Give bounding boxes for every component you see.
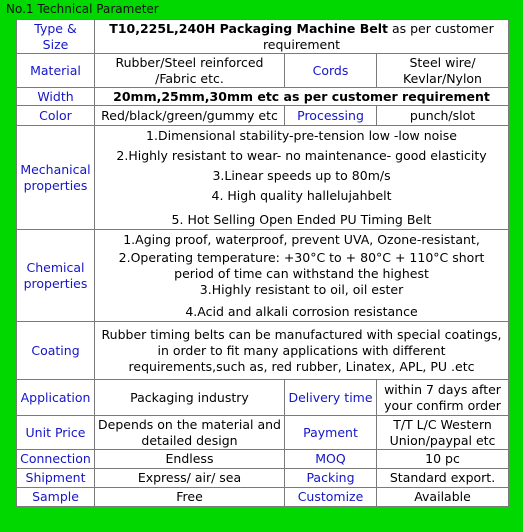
table-row	[17, 126, 509, 230]
mechanical-label: Mechanical properties	[17, 126, 95, 230]
shipment-value: Express/ air/ sea	[95, 469, 285, 488]
table-row	[17, 230, 509, 322]
customize-label: Customize	[285, 488, 377, 507]
type-size-bold: T10,225L,240H Packaging Machine Belt	[109, 20, 388, 36]
type-size-value	[95, 20, 509, 54]
cords-label: Cords	[285, 54, 377, 88]
delivery-time-value: within 7 days after your confirm order	[377, 380, 509, 416]
table-row	[17, 20, 509, 54]
page-title: No.1 Technical Parameter	[6, 2, 159, 16]
unit-price-value: Depends on the material and detailed design	[95, 416, 285, 450]
type-size-plain: as per customer requirement	[262, 20, 494, 52]
chemical-line-3: 3.Highly resistant to oil, oil ester	[199, 281, 404, 297]
payment-label: Payment	[285, 416, 377, 450]
spec-table	[16, 19, 509, 507]
connection-label: Connection	[17, 450, 95, 469]
table-row	[17, 450, 509, 469]
chemical-line-2: 2.Operating temperature: +30°C to + 80°C + 110°C short period of time can withstand the highest	[118, 249, 485, 281]
color-value: Red/black/green/gummy etc	[95, 106, 285, 126]
table-row	[17, 54, 509, 88]
table-row	[17, 416, 509, 450]
application-value: Packaging industry	[95, 380, 285, 416]
chemical-line-4: 4.Acid and alkali corrosion resistance	[185, 303, 418, 319]
shipment-label: Shipment	[17, 469, 95, 488]
mechanical-value	[95, 126, 509, 230]
color-label: Color	[17, 106, 95, 126]
material-value: Rubber/Steel reinforced /Fabric etc.	[95, 54, 285, 88]
sample-value: Free	[95, 488, 285, 507]
processing-value: punch/slot	[377, 106, 509, 126]
coating-label: Coating	[17, 322, 95, 380]
table-row	[17, 380, 509, 416]
delivery-time-label: Delivery time	[285, 380, 377, 416]
connection-value: Endless	[95, 450, 285, 469]
mechanical-line-5: 5. Hot Selling Open Ended PU Timing Belt	[171, 211, 432, 227]
processing-label: Processing	[285, 106, 377, 126]
table-row	[17, 488, 509, 507]
packing-label: Packing	[285, 469, 377, 488]
mechanical-line-3: 3.Linear speeds up to 80m/s	[212, 167, 391, 183]
chemical-label: Chemical properties	[17, 230, 95, 322]
width-value: 20mm,25mm,30mm etc as per customer requirement	[95, 88, 509, 106]
moq-value: 10 pc	[377, 450, 509, 469]
table-row	[17, 322, 509, 380]
application-label: Application	[17, 380, 95, 416]
packing-value: Standard export.	[377, 469, 509, 488]
width-label: Width	[17, 88, 95, 106]
mechanical-line-4: 4. High quality hallelujahbelt	[211, 187, 392, 203]
sample-label: Sample	[17, 488, 95, 507]
coating-value: Rubber timing belts can be manufactured with special coatings, in order to fit many applications with different requirements,such as, red rubber, Linatex, APL, PU .etc	[95, 322, 509, 380]
type-size-label: Type & Size	[17, 20, 95, 54]
table-row	[17, 88, 509, 106]
unit-price-label: Unit Price	[17, 416, 95, 450]
cords-value: Steel wire/ Kevlar/Nylon	[377, 54, 509, 88]
payment-value: T/T L/C Western Union/paypal etc	[377, 416, 509, 450]
customize-value: Available	[377, 488, 509, 507]
material-label: Material	[17, 54, 95, 88]
mechanical-line-1: 1.Dimensional stability-pre-tension low -low noise	[146, 127, 457, 143]
chemical-value	[95, 230, 509, 322]
table-row	[17, 106, 509, 126]
mechanical-line-2: 2.Highly resistant to wear- no maintenance- good elasticity	[116, 147, 487, 163]
chemical-line-1: 1.Aging proof, waterproof, prevent UVA, Ozone-resistant,	[123, 231, 480, 247]
table-row	[17, 469, 509, 488]
moq-label: MOQ	[285, 450, 377, 469]
